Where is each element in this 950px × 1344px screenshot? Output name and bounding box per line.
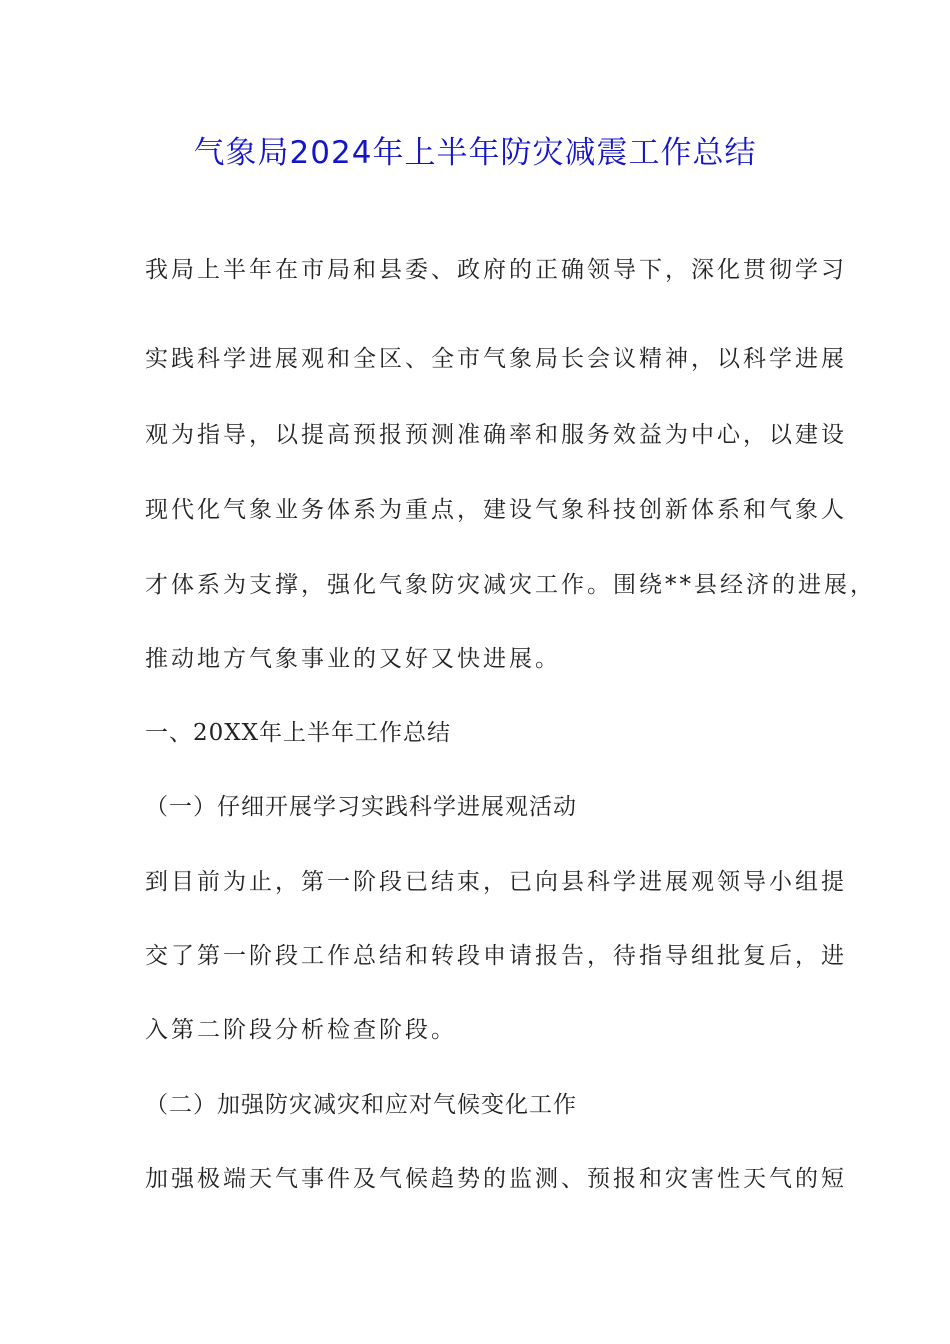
body-line-3: 观为指导，以提高预报预测准确率和服务效益为中心，以建设 <box>145 422 847 448</box>
body-line-9: 入第二阶段分析检查阶段。 <box>145 1017 457 1043</box>
subsection-heading-2: （二）加强防灾减灾和应对气候变化工作 <box>145 1092 577 1118</box>
body-line-8: 交了第一阶段工作总结和转段申请报告，待指导组批复后，进 <box>145 943 847 969</box>
body-line-4: 现代化气象业务体系为重点，建设气象科技创新体系和气象人 <box>145 497 847 523</box>
body-line-6: 推动地方气象事业的又好又快进展。 <box>145 646 561 672</box>
body-line-7: 到目前为止，第一阶段已结束，已向县科学进展观领导小组提 <box>145 869 847 895</box>
body-line-1: 我局上半年在市局和县委、政府的正确领导下，深化贯彻学习 <box>145 257 847 283</box>
body-line-2: 实践科学进展观和全区、全市气象局长会议精神，以科学进展 <box>145 346 847 372</box>
subsection-heading-1: （一）仔细开展学习实践科学进展观活动 <box>145 794 577 820</box>
body-line-5: 才体系为支撑，强化气象防灾减灾工作。围绕**县经济的进展， <box>145 572 876 598</box>
document-title: 气象局2024年上半年防灾减震工作总结 <box>193 135 757 171</box>
body-line-10: 加强极端天气事件及气候趋势的监测、预报和灾害性天气的短 <box>145 1166 847 1192</box>
section-heading-1: 一、20XX年上半年工作总结 <box>145 720 452 746</box>
